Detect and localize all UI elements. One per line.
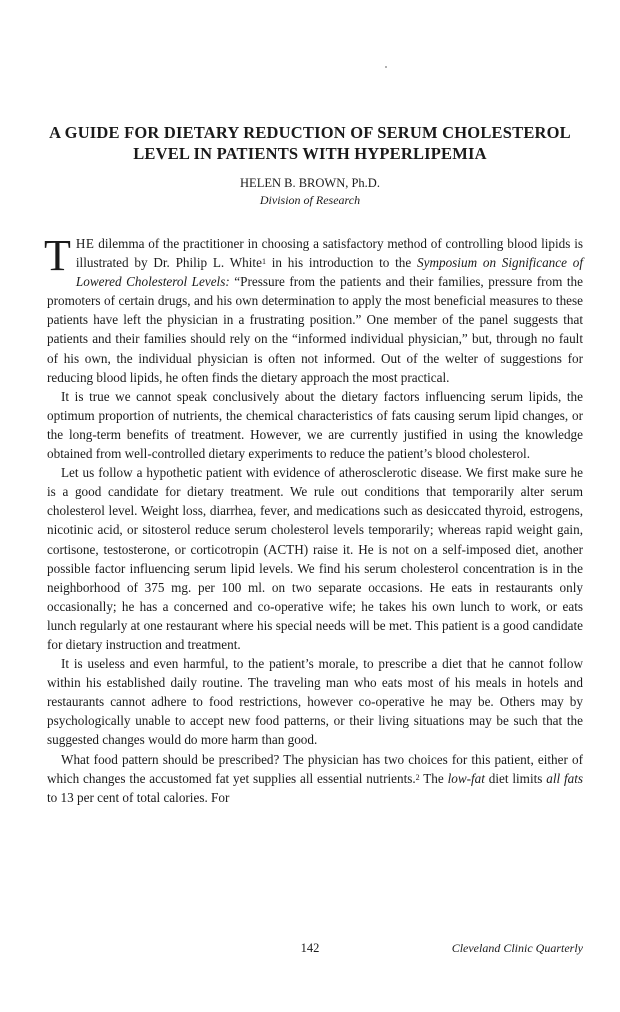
title-line-2: LEVEL IN PATIENTS WITH HYPERLIPEMIA [133, 144, 487, 163]
drop-cap: T [44, 231, 71, 280]
author-name: HELEN B. BROWN, Ph.D. [240, 176, 380, 190]
paragraph-5-text-c: diet limits [484, 770, 547, 786]
paragraph-5-text-b: The [419, 770, 448, 786]
all-fats-term: all fats [546, 770, 584, 786]
paragraph-1-text-c: “Pressure from the patients and their families, pressure from the promoters of certain drugs, and his own determination to apply the most beneficial measures to these patients have left the physician in a frustrating position.” One member of the panel suggests that patients and their families should rely on the “informed individual physician,” but, through no fault of his own, the individual physician is often not informed. Out of the welter of suggestions for reducing blood lipids, he often finds the dietary approach the most practical. [47, 274, 583, 385]
scan-speck [385, 66, 387, 68]
low-fat-term: low-fat [447, 770, 485, 786]
paragraph-1 [44, 231, 583, 387]
page-number: 142 [300, 941, 320, 955]
article-title [30, 122, 590, 164]
paragraph-5-text-a: What food pattern should be prescribed? The physician has two choices for this patient, either of which changes the accustomed fat yet supplies all essential nutrients. [47, 751, 583, 786]
author-affiliation: Division of Research [259, 193, 361, 207]
paragraph-5 [47, 750, 583, 807]
symposium-title: Symposium on Significance of Lowered Cholesterol Levels: [75, 255, 583, 290]
reference-marker-2: 2 [415, 772, 420, 782]
paragraph-1-text-b: in his introduction to the [265, 255, 418, 271]
paragraph-5-text-d: to 13 per cent of total calories. For [47, 789, 230, 805]
paragraph-3: Let us follow a hypothetic patient with evidence of atherosclerotic disease. We first make sure he is a good candidate for dietary treatment. We rule out conditions that temporarily alter serum cholesterol level. Weight loss, diarrhea, fever, and medications such as desiccated thyroid, estrogens, nicotinic acid, or sitosterol reduce serum cholesterol levels temporarily; whereas rapid weight gain, cortisone, testosterone, or corticotropin (ACTH) raise it. He is not on a self-imposed diet, another possible factor influencing serum lipid levels. We find his serum cholesterol concentration is in the neighborhood of 375 mg. per 100 ml. on two separate occasions. He eats in restaurants only occasionally; he has a concerned and co-operative wife; he takes his own lunch to work, or eats lunch regularly at one restaurant where his special needs will be met. This patient is a good candidate for dietary instruction and treatment. [47, 465, 583, 652]
lead-word: HE [75, 236, 95, 251]
paragraph-4: It is useless and even harmful, to the patient’s morale, to prescribe a diet that he cannot follow within his established daily routine. The traveling man who eats most of his meals in hotels and restaurants cannot adhere to food restrictions, however co-operative he may be. Others may by psychologically unable to accept new food patterns, or their living situations may be such that the suggested changes would do more harm than good. [47, 656, 583, 748]
paragraph-1-text-a: dilemma of the practitioner in choosing a satisfactory method of controlling blood lipids is illustrated by Dr. Philip L. White [75, 236, 583, 271]
title-line-1: A GUIDE FOR DIETARY REDUCTION OF SERUM CHOLESTEROL [49, 123, 571, 142]
article-body [44, 231, 584, 807]
paragraph-2: It is true we cannot speak conclusively about the dietary factors influencing serum lipids, the optimum proportion of nutrients, the chemical characteristics of fats causing serum lipid changes, or the long-term benefits of treatment. However, we are currently justified in using the knowledge obtained from well-controlled dietary experiments to reduce the patient’s blood cholesterol. [47, 388, 583, 462]
reference-marker-1: 1 [261, 257, 266, 267]
journal-name: Cleveland Clinic Quarterly [451, 941, 583, 955]
